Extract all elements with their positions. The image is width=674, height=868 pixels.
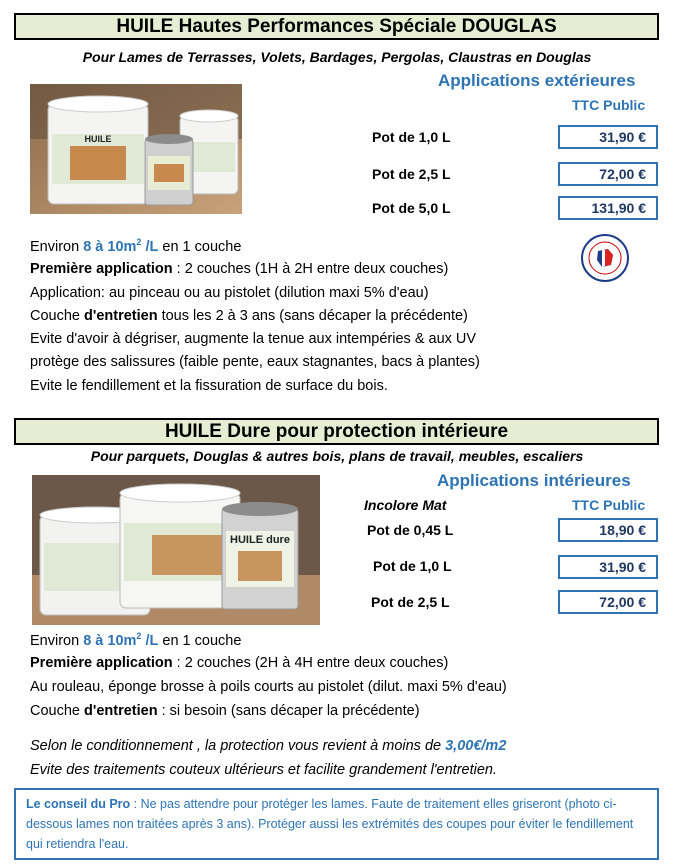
- coverage-prefix: Environ: [30, 238, 84, 255]
- product-label-text-2: HUILE dure: [230, 534, 290, 546]
- section2-coverage: [30, 631, 241, 649]
- section1-applications: Applications extérieures: [438, 71, 636, 90]
- section1-coverage: [30, 237, 241, 255]
- coverage-value: 8 à 10m: [83, 238, 137, 255]
- first-app-bold-2: Première application: [30, 655, 173, 671]
- price-box-4: 18,90 €: [558, 518, 658, 542]
- coverage-unit: /L: [141, 238, 159, 255]
- product-label-text: HUILE: [84, 134, 112, 144]
- coverage-sup-2: 2: [136, 631, 142, 641]
- section2-evite: Evite des traitements couteux ultérieurs et facilite grandement l'entretien.: [30, 762, 498, 778]
- entretien-prefix-2: Couche: [30, 703, 85, 719]
- entretien-rest-2: : si besoin (sans décaper la précédente): [157, 703, 420, 719]
- conseil-label: Le conseil du Pro: [26, 797, 131, 811]
- price-box-6: 72,00 €: [558, 590, 658, 614]
- entretien-prefix: Couche: [30, 308, 85, 324]
- coverage-prefix-2: Environ: [30, 632, 84, 649]
- coverage-suffix-2: en 1 couche: [158, 632, 242, 649]
- section1-application-method: Application: au pinceau ou au pistolet (dilution maxi 5% d'eau): [30, 285, 429, 301]
- price-box-3: 131,90 €: [558, 196, 658, 220]
- section2-title: HUILE Dure pour protection intérieure: [14, 418, 659, 445]
- price-label-4: Pot de 0,45 L: [367, 522, 454, 538]
- section2-rouleau: Au rouleau, éponge brosse à poils courts au pistolet (dilut. maxi 5% d'eau): [30, 679, 507, 695]
- section2-entretien: [30, 703, 420, 719]
- incolore-mat: Incolore Mat: [364, 497, 447, 513]
- section1-ttc: TTC Public: [572, 97, 646, 113]
- section2-selon: [30, 738, 506, 754]
- price-label-6: Pot de 2,5 L: [371, 594, 450, 610]
- price-label-1: Pot de 1,0 L: [372, 129, 451, 145]
- selon-price: 3,00€/m2: [445, 738, 507, 754]
- entretien-rest: tous les 2 à 3 ans (sans décaper la précédente): [157, 308, 468, 324]
- section2-applications: Applications intérieures: [437, 471, 631, 490]
- section2-subtitle: Pour parquets, Douglas & autres bois, plans de travail, meubles, escaliers: [90, 448, 584, 464]
- section1-entretien: [30, 308, 468, 324]
- section1-first-application: [30, 261, 448, 277]
- entretien-bold-2: d'entretien: [84, 703, 158, 719]
- coverage-value-2: 8 à 10m: [83, 632, 137, 649]
- first-app-bold: Première application: [30, 261, 173, 277]
- section1-fendillement: Evite le fendillement et la fissuration de surface du bois.: [30, 378, 388, 394]
- section1-salissures: protège des salissures (faible pente, eaux stagnantes, bacs à plantes): [30, 354, 480, 370]
- price-label-2: Pot de 2,5 L: [372, 166, 451, 182]
- section1-subtitle: Pour Lames de Terrasses, Volets, Bardages, Pergolas, Claustras en Douglas: [82, 49, 592, 65]
- entretien-bold: d'entretien: [84, 308, 158, 324]
- first-app-rest-2: : 2 couches (2H à 4H entre deux couches): [172, 655, 449, 671]
- first-app-rest: : 2 couches (1H à 2H entre deux couches): [172, 261, 449, 277]
- product-photo-exterior: [30, 84, 242, 214]
- coverage-unit-2: /L: [141, 632, 159, 649]
- price-box-5: 31,90 €: [558, 555, 658, 579]
- section2-ttc: TTC Public: [572, 497, 646, 513]
- product-photo-interior: [32, 475, 320, 625]
- section1-griser: Evite d'avoir à dégriser, augmente la tenue aux intempéries & aux UV: [30, 331, 477, 347]
- conseil-text: : Ne pas attendre pour protéger les lames. Faute de traitement elles griseront (photo ci-dessous lames non traitées après 3 ans). Protéger aussi les extrémités des coupes pour éviter le fendillement qui retiendra l'eau.: [26, 797, 634, 851]
- price-box-1: 31,90 €: [558, 125, 658, 149]
- selon-prefix: Selon le conditionnement , la protection vous revient à moins de: [30, 738, 446, 754]
- price-label-3: Pot de 5,0 L: [372, 200, 451, 216]
- conseil-box: [14, 788, 659, 860]
- coverage-suffix: en 1 couche: [158, 238, 242, 255]
- price-box-2: 72,00 €: [558, 162, 658, 186]
- section1-title: HUILE Hautes Performances Spéciale DOUGLAS: [14, 13, 659, 40]
- section2-first-application: [30, 655, 448, 671]
- coverage-sup: 2: [136, 237, 142, 247]
- price-label-5: Pot de 1,0 L: [373, 558, 452, 574]
- made-in-france-seal: [580, 233, 630, 283]
